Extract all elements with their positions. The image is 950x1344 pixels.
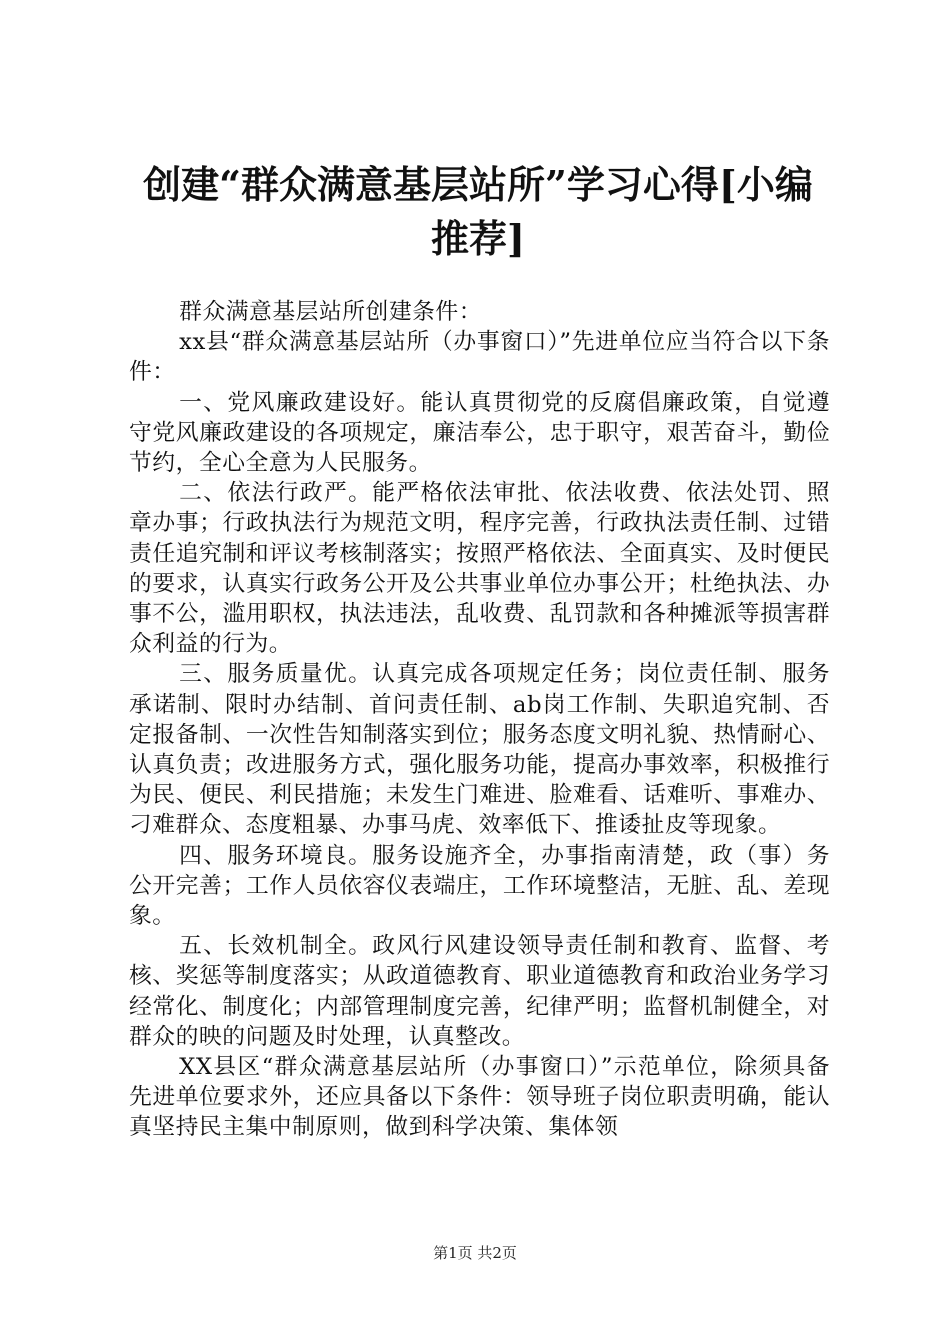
paragraph: 群众满意基层站所创建条件： [179,299,483,325]
paragraph: 二、依法行政严。能严格依法审批、依法收费、依法处罚、照章办事；行政执法行为规范文明，程序完善，行政执法责任制、过错责任追究制和评议考核制落实；按照严格依法、全面真实、及时便民的要求，认真实行政务公开及公共事业单位办事公开；杜绝执法、办事不公，滥用职权，执法违法，乱收费、乱罚款和各种摊派等损害群众利益的行为。 [129,480,830,658]
paragraph: 四、服务环境良。服务设施齐全，办事指南清楚，政（事）务公开完善；工作人员依容仪表端庄，工作环境整洁，无脏、乱、差现象。 [129,842,830,930]
paragraph: 一、党风廉政建设好。能认真贯彻党的反腐倡廉政策，自觉遵守党风廉政建设的各项规定，廉洁奉公，忠于职守，艰苦奋斗，勤俭节约，全心全意为人民服务。 [129,389,830,477]
document-body [129,297,830,1143]
document-title: 创建“群众满意基层站所”学习心得[小编推荐] [143,162,813,261]
paragraph: 三、服务质量优。认真完成各项规定任务；岗位责任制、服务承诺制、限时办结制、首问责任制、ab岗工作制、失职追究制、否定报备制、一次性告知制落实到位；服务态度文明礼貌、热情耐心、认真负责；改进服务方式，强化服务功能，提高办事效率，积极推行为民、便民、利民措施；未发生门难进、脸难看、话难听、事难办、刁难群众、态度粗暴、办事马虎、效率低下、推诿扯皮等现象。 [129,661,830,839]
paragraph: xx县“群众满意基层站所（办事窗口）”先进单位应当符合以下条件： [129,329,830,386]
page-footer: 第1页 共2页 [433,1244,517,1262]
paragraph: XX县区“群众满意基层站所（办事窗口）”示范单位，除须具备先进单位要求外，还应具备以下条件：领导班子岗位职责明确，能认真坚持民主集中制原则，做到科学决策、集体领 [129,1054,830,1141]
paragraph: 五、长效机制全。政风行风建设领导责任制和教育、监督、考核、奖惩等制度落实；从政道德教育、职业道德教育和政治业务学习经常化、制度化；内部管理制度完善，纪律严明；监督机制健全，对群众的映的问题及时处理，认真整改。 [129,933,830,1050]
